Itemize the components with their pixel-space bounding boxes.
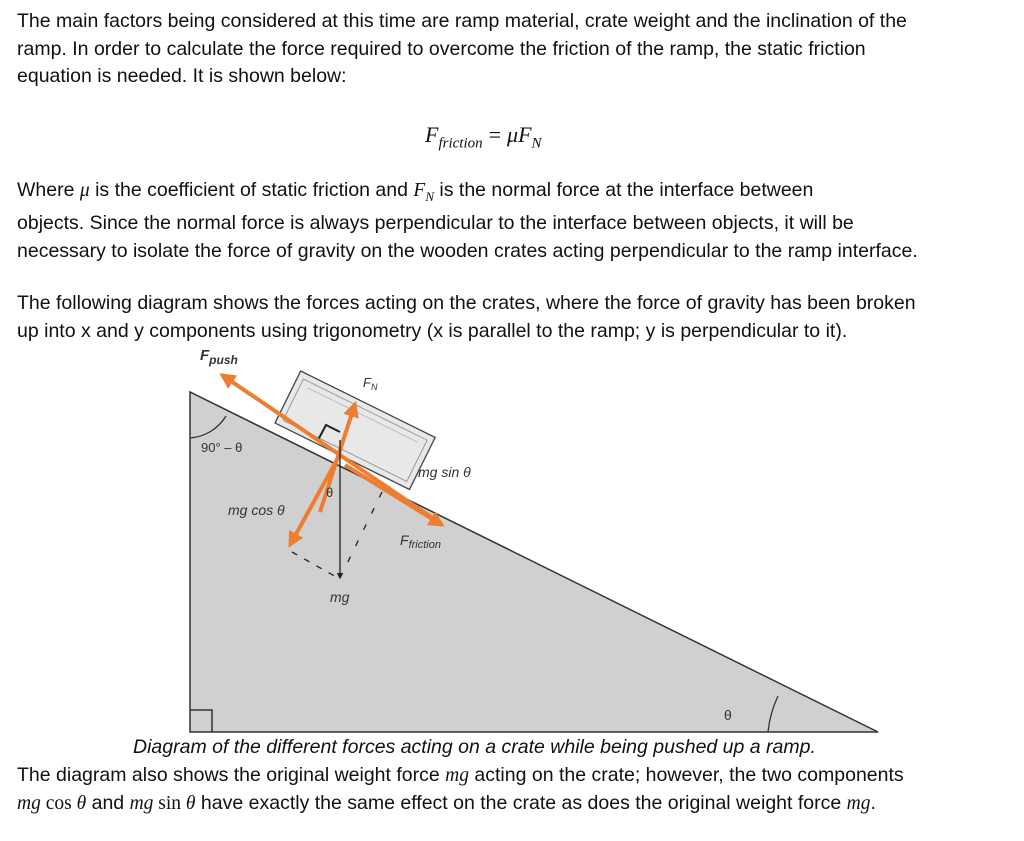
friction-equation (425, 122, 542, 152)
normal-force-paragraph (17, 177, 1007, 265)
eq-rhs-sub: N (531, 135, 542, 152)
normal-line-2: objects. Since the normal force is always perpendicular to the interface between objects, it will be (17, 212, 854, 235)
diagram-intro-line-2: up into x and y components using trigonometry (x is parallel to the ramp; y is perpendicular to it). (17, 319, 848, 342)
text-where: Where (17, 179, 80, 201)
eq-lhs-sub: friction (438, 135, 483, 152)
text-period: . (870, 791, 876, 814)
label-ffriction: $F_{friction}$ (400, 532, 441, 551)
diagram-intro-line-1: The following diagram shows the forces acting on the crates, where the force of gravity has been broken (17, 292, 916, 314)
force-diagram (0, 340, 1024, 740)
eq-rhs: μF (507, 122, 532, 147)
diagram-intro-paragraph (17, 290, 1007, 345)
weight-components-paragraph (17, 762, 1007, 817)
text-and: and (86, 791, 130, 814)
text-original-weight: The diagram also shows the original weight force (17, 764, 446, 786)
label-theta-bottom: θ (724, 707, 732, 723)
label-angle-top: 90° – θ (201, 440, 243, 455)
text-two-components: acting on the crate; however, the two components (468, 764, 904, 786)
symbol-fn (413, 180, 434, 204)
label-fn: $F_N$ (363, 375, 378, 392)
normal-line-1 (17, 177, 1007, 210)
intro-line-3: equation is needed. It is shown below: (17, 65, 347, 87)
eq-equals: = (488, 122, 502, 147)
label-mgsin: mg sin θ (418, 464, 471, 480)
symbol-sin: sin (153, 792, 186, 814)
symbol-mg-2: mg (17, 792, 41, 814)
weight-line-1 (17, 762, 1007, 790)
intro-line-2: ramp. In order to calculate the force required to overcome the friction of the ramp, the static friction (17, 37, 866, 60)
ramp-triangle (190, 392, 878, 732)
label-fpush: $F_{push}$ (200, 347, 238, 367)
text-normal-force: is the normal force at the interface between (433, 179, 814, 201)
text-same-effect: have exactly the same effect on the crate as does the original weight force (195, 791, 847, 814)
label-mgcos: mg cos θ (228, 502, 285, 518)
text-coefficient: is the coefficient of static friction and (89, 179, 414, 201)
symbol-fn-base: F (413, 180, 426, 201)
label-theta-mid: θ (326, 485, 334, 500)
symbol-mg-4: mg (846, 792, 871, 814)
symbol-theta-1: θ (76, 792, 87, 814)
symbol-mu: μ (79, 180, 90, 201)
intro-paragraph (17, 8, 1007, 91)
symbol-mg-3: mg (129, 792, 154, 814)
normal-line-3: necessary to isolate the force of gravity on the wooden crates acting perpendicular to the ramp interface. (17, 239, 918, 262)
intro-line-1: The main factors being considered at this time are ramp material, crate weight and the inclination of the (17, 10, 907, 32)
label-mg: mg (330, 589, 350, 605)
symbol-fn-sub: N (425, 188, 434, 204)
diagram-caption: Diagram of the different forces acting on a crate while being pushed up a ramp. (133, 736, 816, 758)
symbol-cos: cos (40, 792, 77, 814)
eq-lhs: F (425, 122, 439, 147)
symbol-theta-2: θ (185, 792, 196, 814)
weight-line-2 (17, 790, 1007, 818)
symbol-mg-1: mg (445, 765, 469, 786)
